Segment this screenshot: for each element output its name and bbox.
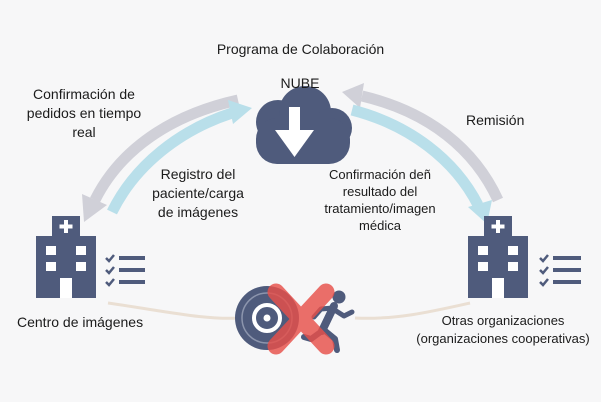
checklist-icon-right — [540, 255, 581, 285]
label-referral: Remisión — [466, 112, 525, 128]
label-other-organizations: Otras organizaciones (organizaciones cooperativas) — [416, 313, 590, 346]
cloud-label: NUBE — [280, 75, 320, 91]
hospital-building-icon-left — [36, 216, 96, 298]
label-result-confirmation: Confirmación deñ resultado del tratamiento/imagen médica — [324, 167, 436, 233]
label-imaging-center: Centro de imágenes — [17, 314, 144, 330]
left-blue-arrowhead — [228, 100, 252, 124]
label-patient-registration: Registro del paciente/carga de imágenes — [152, 166, 244, 220]
cloud-download-icon — [256, 86, 352, 164]
checklist-icon-left — [106, 255, 145, 285]
hospital-building-icon-right — [468, 216, 528, 298]
diagram-title: Programa de Colaboración — [216, 41, 385, 57]
label-order-confirmation: Confirmación de pedidos en tiempo real — [26, 86, 142, 140]
